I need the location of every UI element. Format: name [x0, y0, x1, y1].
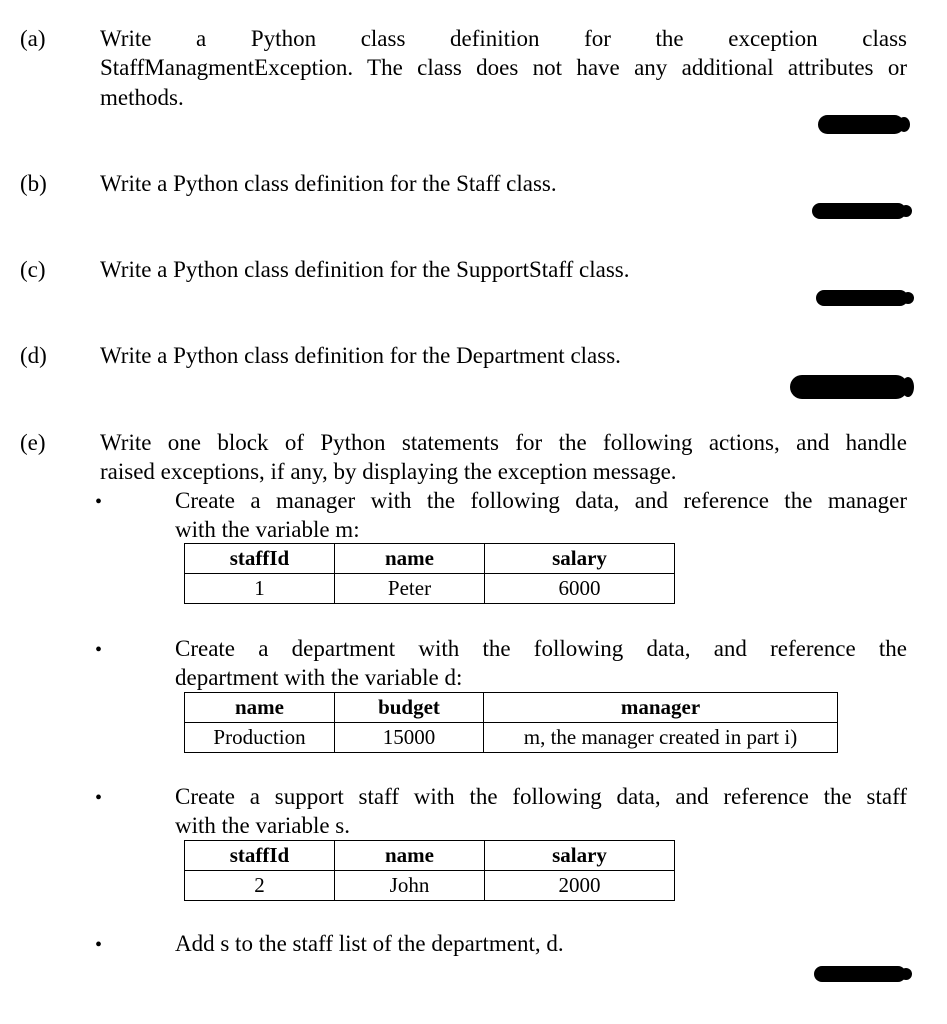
table2-cell-manager: m, the manager created in part i) [484, 723, 838, 753]
question-e-label: (e) [20, 430, 46, 455]
redaction-mark [818, 115, 904, 134]
question-b-text: Write a Python class definition for the Staff class. [100, 171, 557, 196]
table3-header-name: name [335, 841, 485, 871]
question-a-line1: Write a Python class definition for the exception class [100, 26, 907, 51]
table3-header-salary: salary [485, 841, 675, 871]
table3-cell-staffid: 2 [185, 871, 335, 901]
bullet3-line1: Create a support staff with the following data, and reference the staff [175, 784, 907, 809]
redaction-mark [812, 203, 906, 219]
bullet2-line2: department with the variable d: [175, 665, 463, 690]
bullet3-line2: with the variable s. [175, 813, 351, 838]
bullet4-text: Add s to the staff list of the department, d. [175, 931, 564, 956]
bullet-marker: • [95, 639, 103, 661]
department-data-table [184, 692, 838, 753]
table2-cell-name: Production [185, 723, 335, 753]
table2-header-manager: manager [484, 693, 838, 723]
table2-cell-budget: 15000 [335, 723, 484, 753]
question-a-label: (a) [20, 26, 46, 51]
table1-cell-salary: 6000 [485, 574, 675, 604]
manager-data-table [184, 543, 675, 604]
question-e-line2: raised exceptions, if any, by displaying the exception message. [100, 459, 677, 484]
table1-header-name: name [335, 544, 485, 574]
question-a-line2: StaffManagmentException. The class does not have any additional attributes or [100, 55, 907, 80]
redaction-mark [814, 966, 906, 982]
question-d-text: Write a Python class definition for the Department class. [100, 343, 621, 368]
support-staff-data-table [184, 840, 675, 901]
bullet-marker: • [95, 787, 103, 809]
table3-header-staffid: staffId [185, 841, 335, 871]
table2-header-name: name [185, 693, 335, 723]
table2-header-budget: budget [335, 693, 484, 723]
bullet2-line1: Create a department with the following data, and reference the [175, 636, 907, 661]
table3-cell-salary: 2000 [485, 871, 675, 901]
table1-cell-name: Peter [335, 574, 485, 604]
question-c-text: Write a Python class definition for the SupportStaff class. [100, 257, 630, 282]
redaction-mark [790, 375, 908, 399]
redaction-mark [816, 290, 908, 306]
question-d-label: (d) [20, 343, 47, 368]
table3-cell-name: John [335, 871, 485, 901]
question-e-line1: Write one block of Python statements for the following actions, and handle [100, 430, 907, 455]
table1-header-salary: salary [485, 544, 675, 574]
bullet1-line2: with the variable m: [175, 517, 360, 542]
bullet1-line1: Create a manager with the following data, and reference the manager [175, 488, 907, 513]
table1-header-staffid: staffId [185, 544, 335, 574]
question-a-line3: methods. [100, 85, 184, 110]
question-c-label: (c) [20, 257, 46, 282]
question-b-label: (b) [20, 171, 47, 196]
bullet-marker: • [95, 491, 103, 513]
table1-cell-staffid: 1 [185, 574, 335, 604]
bullet-marker: • [95, 934, 103, 956]
